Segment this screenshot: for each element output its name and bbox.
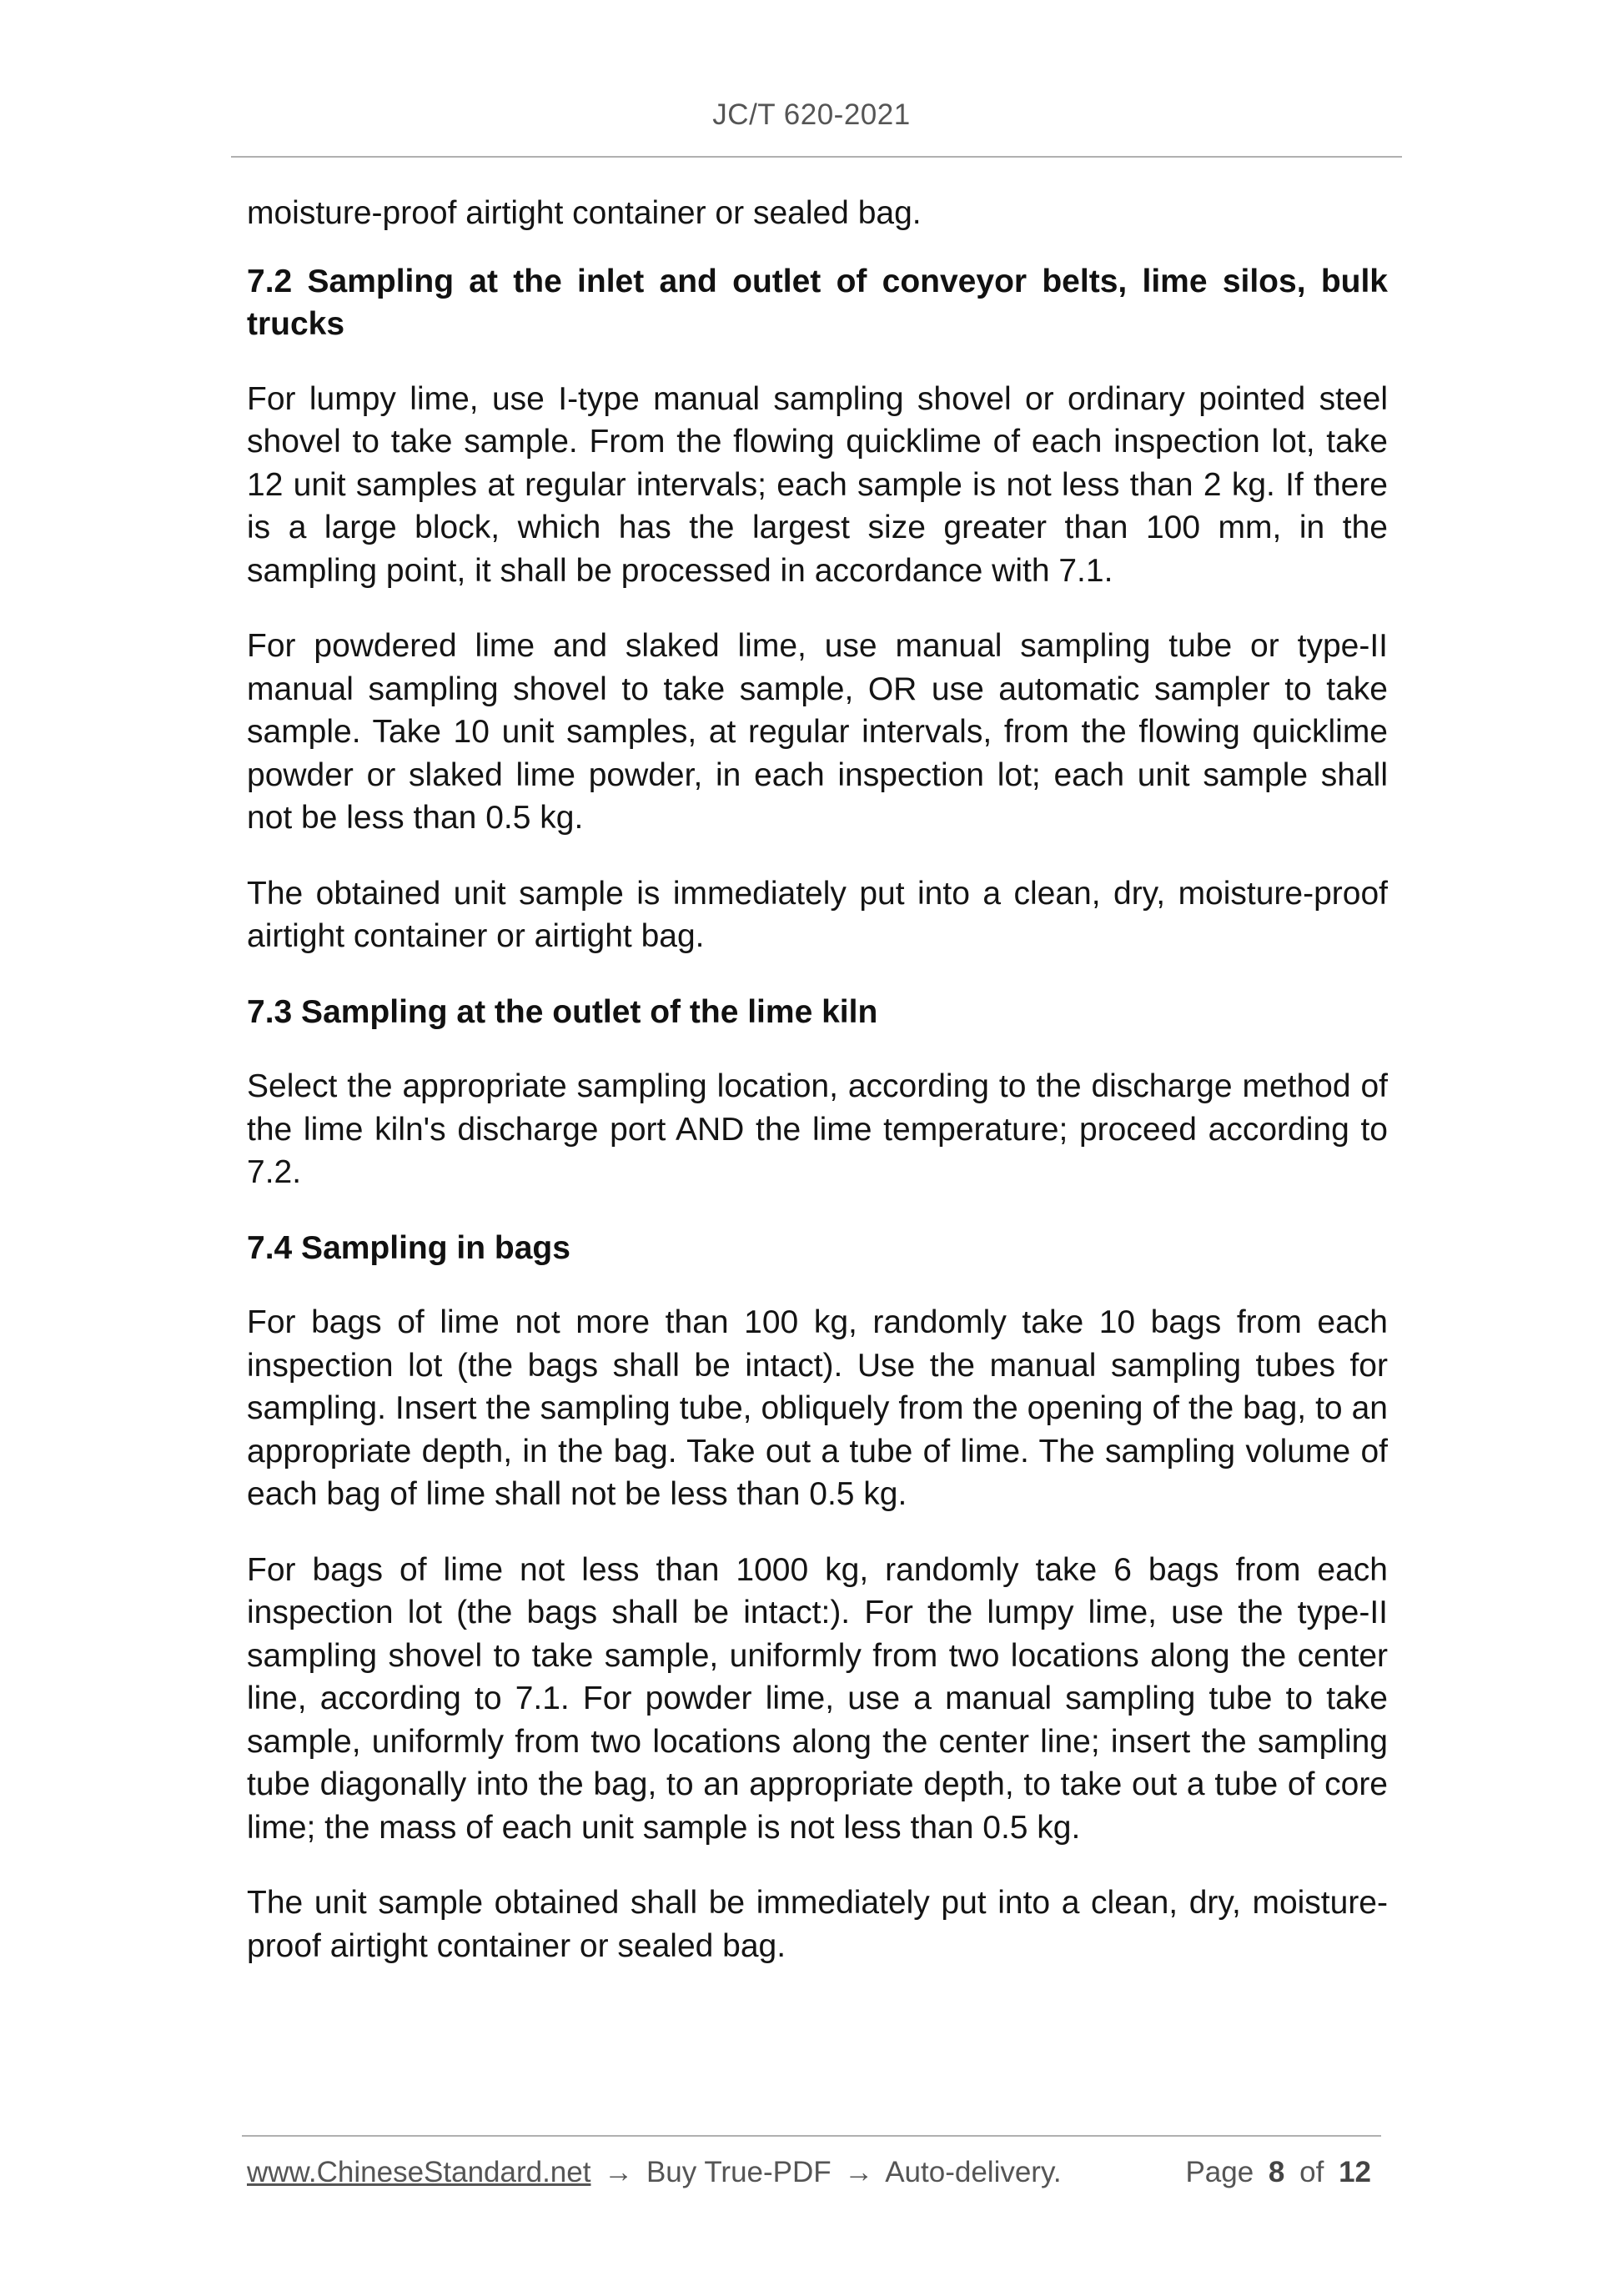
arrow-right-icon: → [604,2156,634,2188]
section-7-2-paragraph-2: For powdered lime and slaked lime, use manual sampling tube or type-II manual sampling shovel to take sample, OR use automatic sampler to take sample. Take 10 unit samples, at regular intervals, from the flowing quicklime powder or slaked lime powder, in each inspection lot; each unit sample shall not be less than 0.5 kg. [247,628,1388,836]
page-footer [247,2156,1378,2198]
arrow-right-icon: → [844,2156,874,2188]
current-page: 8 [1268,2156,1285,2188]
section-7-4-heading: 7.4 Sampling in bags [247,1229,570,1266]
page-label: Page [1185,2156,1254,2188]
page-number [1185,2156,1378,2189]
section-7-2-paragraph-1: For lumpy lime, use I-type manual sampling shovel or ordinary pointed steel shovel to take sample. From the flowing quicklime of each inspection lot, take 12 unit samples at regular intervals; each sample is not less than 2 kg. If there is a large block, which has the largest size greater than 100 mm, in the sampling point, it shall be processed in accordance with 7.1. [247,380,1388,589]
header-divider [231,156,1402,158]
section-7-4-paragraph-3: The unit sample obtained shall be immediately put into a clean, dry, moisture-proof airtight container or sealed bag. [247,1885,1388,1964]
section-7-4-paragraph-2: For bags of lime not less than 1000 kg, randomly take 6 bags from each inspection lot (the bags shall be intact:). For the lumpy lime, use the type-II sampling shovel to take sample, uniformly from two locations along the center line, according to 7.1. For powder lime, use a manual sampling tube to take sample, uniformly from two locations along the center line; insert the sampling tube diagonally into the bag, to an appropriate depth, to take out a tube of core lime; the mass of each unit sample is not less than 0.5 kg. [247,1551,1388,1846]
section-7-4-paragraph-1: For bags of lime not more than 100 kg, randomly take 10 bags from each inspection lot (the bags shall be intact). Use the manual sampling tubes for sampling. Insert the sampling tube, obliquely from the opening of the bag, to an appropriate depth, in the bag. Take out a tube of lime. The sampling volume of each bag of lime shall not be less than 0.5 kg. [247,1304,1388,1512]
section-7-3-paragraph-1: Select the appropriate sampling location, according to the discharge method of the lime kiln's discharge port AND the lime temperature; proceed according to 7.2. [247,1068,1388,1190]
footer-promo [247,2156,1062,2189]
footer-divider [242,2135,1381,2137]
buy-text: Buy True-PDF [646,2156,832,2188]
document-body [247,192,1388,2000]
total-pages: 12 [1339,2156,1371,2188]
section-7-3-heading: 7.3 Sampling at the outlet of the lime kiln [247,993,878,1030]
document-code-header: JC/T 620-2021 [712,98,911,131]
of-label: of [1299,2156,1324,2188]
continuation-paragraph: moisture-proof airtight container or sealed bag. [247,195,922,231]
section-7-2-paragraph-3: The obtained unit sample is immediately put into a clean, dry, moisture-proof airtight container or airtight bag. [247,875,1388,954]
delivery-text: Auto-delivery. [885,2156,1062,2188]
section-7-2-heading: 7.2 Sampling at the inlet and outlet of conveyor belts, lime silos, bulk trucks [247,263,1388,342]
site-link[interactable]: www.ChineseStandard.net [247,2156,591,2188]
